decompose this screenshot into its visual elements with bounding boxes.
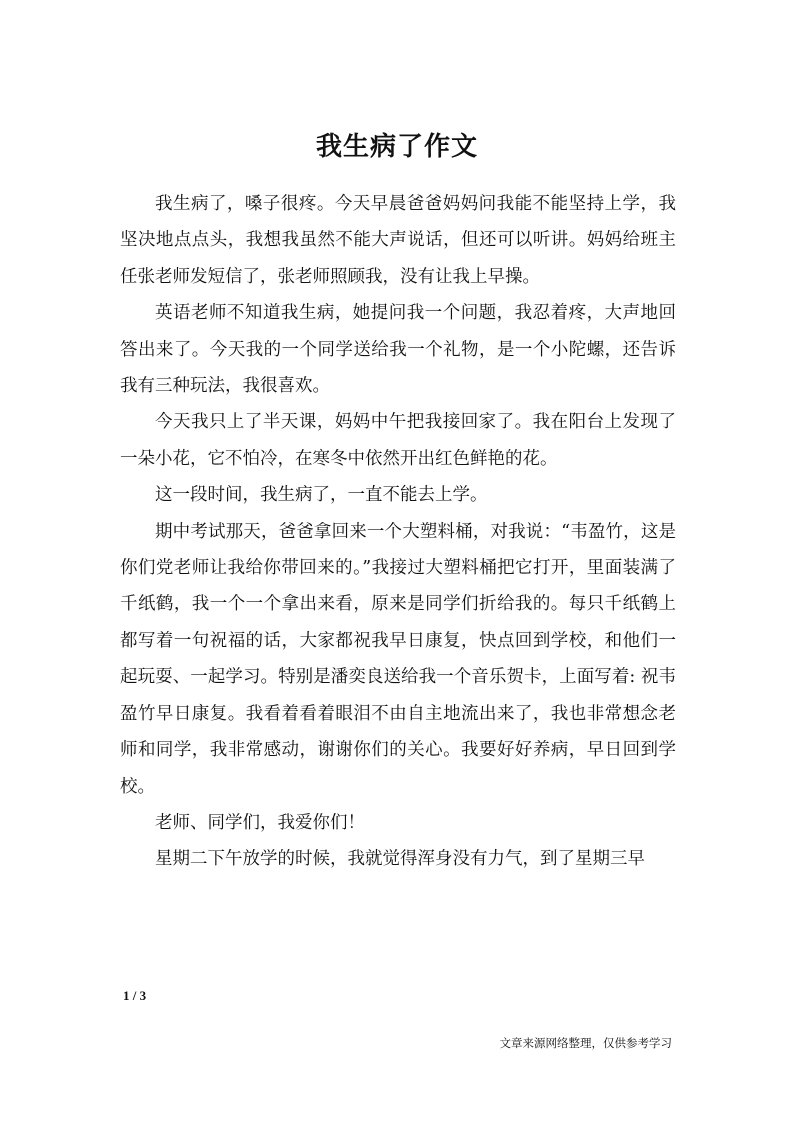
paragraph-1: 我生病了，嗓子很疼。今天早晨爸爸妈妈问我能不能坚持上学，我坚决地点点头，我想我虽然不能大声说话，但还可以听讲。妈妈给班主任张老师发短信了，张老师照顾我，没有让我上早操。 — [120, 194, 676, 287]
article-body — [120, 186, 676, 878]
paragraph-7: 星期二下午放学的时候，我就觉得浑身没有力气，到了星期三早 — [155, 849, 645, 870]
paragraph-3: 今天我只上了半天课，妈妈中午把我接回家了。我在阳台上发现了一朵小花，它不怕冷，在寒冬中依然开出红色鲜艳的花。 — [120, 412, 676, 469]
paragraph-6: 老师、同学们，我爱你们！ — [155, 812, 365, 833]
page-title: 我生病了作文 — [315, 132, 478, 162]
source-note: 文章来源网络整理，仅供参考学习 — [499, 1036, 672, 1050]
page-number: 1 / 3 — [123, 988, 147, 1003]
paragraph-4: 这一段时间，我生病了，一直不能去上学。 — [155, 485, 488, 506]
paragraph-5: 期中考试那天，爸爸拿回来一个大塑料桶，对我说：“韦盈竹，这是你们党老师让我给你带回来的。”我接过大塑料桶把它打开，里面装满了千纸鹤，我一个一个拿出来看，原来是同学们折给我的。每只千纸鹤上都写着一句祝福的话，大家都祝我早日康复，快点回到学校，和他们一起玩耍、一起学习。特别是潘奕良送给我一个音乐贺卡，上面写着: 祝韦盈竹早日康复。我看着看着眼泪不由自主地流出来了，我也非常想念老师和同学，我非常感动，谢谢你们的关心。我要好好养病，早日回到学校。 — [120, 521, 676, 797]
paragraph-2: 英语老师不知道我生病，她提问我一个问题，我忍着疼，大声地回答出来了。今天我的一个同学送给我一个礼物，是一个小陀螺，还告诉我有三种玩法，我很喜欢。 — [120, 303, 676, 397]
